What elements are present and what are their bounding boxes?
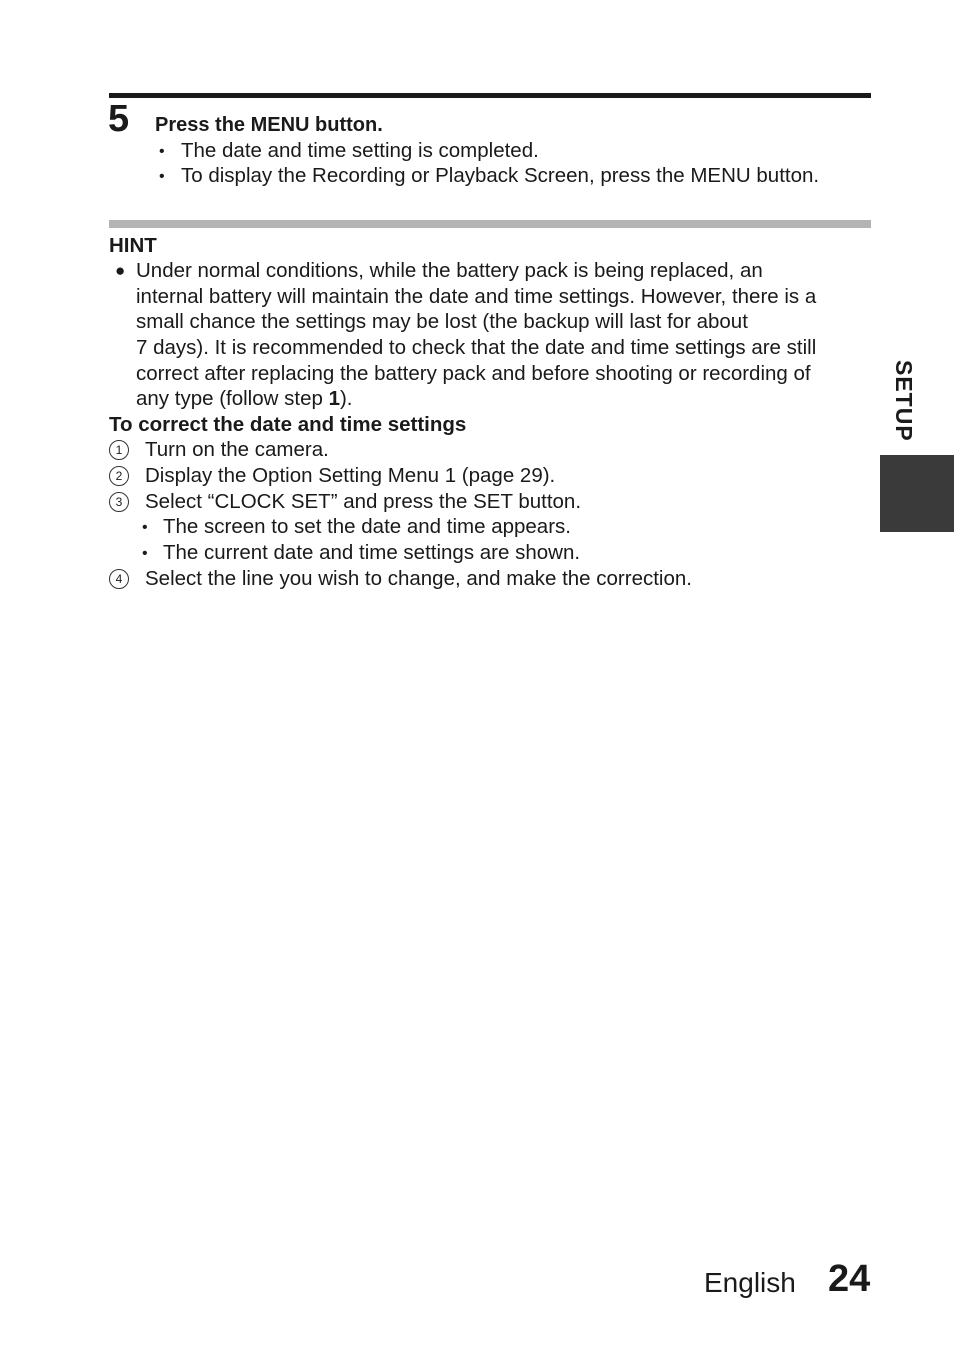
hint-rule: [109, 220, 871, 228]
hint-line-4: 7 days). It is recommended to check that the date and time settings are still: [136, 336, 817, 359]
correct-step-4: Select the line you wish to change, and make the correction.: [145, 567, 692, 590]
correct-step-3: Select “CLOCK SET” and press the SET button.: [145, 490, 582, 513]
correct-step-1: Turn on the camera.: [145, 438, 329, 461]
bullet-icon: •: [159, 143, 165, 160]
step-marker-4: 4: [109, 569, 129, 589]
correct-step-2: Display the Option Setting Menu 1 (page 29).: [145, 464, 556, 487]
step-title: Press the MENU button.: [155, 114, 383, 136]
bullet-icon: •: [142, 545, 148, 562]
hint-title: HINT: [109, 234, 157, 257]
correct-sub-bullet-2: The current date and time settings are shown.: [163, 541, 581, 564]
step-number: 5: [108, 98, 130, 140]
hint-line-6-suffix: ).: [339, 387, 353, 410]
step-marker-1: 1: [109, 440, 129, 460]
bullet-icon: •: [142, 519, 148, 536]
hint-line-3: small chance the settings may be lost (the backup will last for about: [136, 310, 748, 333]
step-marker-3: 3: [109, 492, 129, 512]
top-rule: [109, 93, 871, 98]
side-tab-label: SETUP: [891, 360, 917, 442]
hint-line-2: internal battery will maintain the date and time settings. However, there is a: [136, 285, 817, 308]
footer-language: English: [704, 1267, 796, 1298]
step-bullet-2: To display the Recording or Playback Screen, press the MENU button.: [181, 164, 820, 187]
hint-line-5: correct after replacing the battery pack and before shooting or recording of: [136, 362, 811, 385]
side-tab-block: [880, 455, 954, 532]
hint-step-ref: 1: [328, 387, 340, 410]
hint-line-6-prefix: any type (follow step: [136, 387, 329, 410]
hint-line-1: Under normal conditions, while the battery pack is being replaced, an: [136, 259, 763, 282]
bullet-icon: •: [159, 168, 165, 185]
step-marker-2: 2: [109, 466, 129, 486]
correct-title: To correct the date and time settings: [109, 413, 467, 436]
step-bullet-1: The date and time setting is completed.: [181, 139, 539, 162]
correct-sub-bullet-1: The screen to set the date and time appears.: [163, 515, 571, 538]
hint-line-6: [136, 386, 353, 412]
page-number: 24: [828, 1258, 871, 1300]
hint-bullet-icon: ●: [115, 261, 126, 280]
